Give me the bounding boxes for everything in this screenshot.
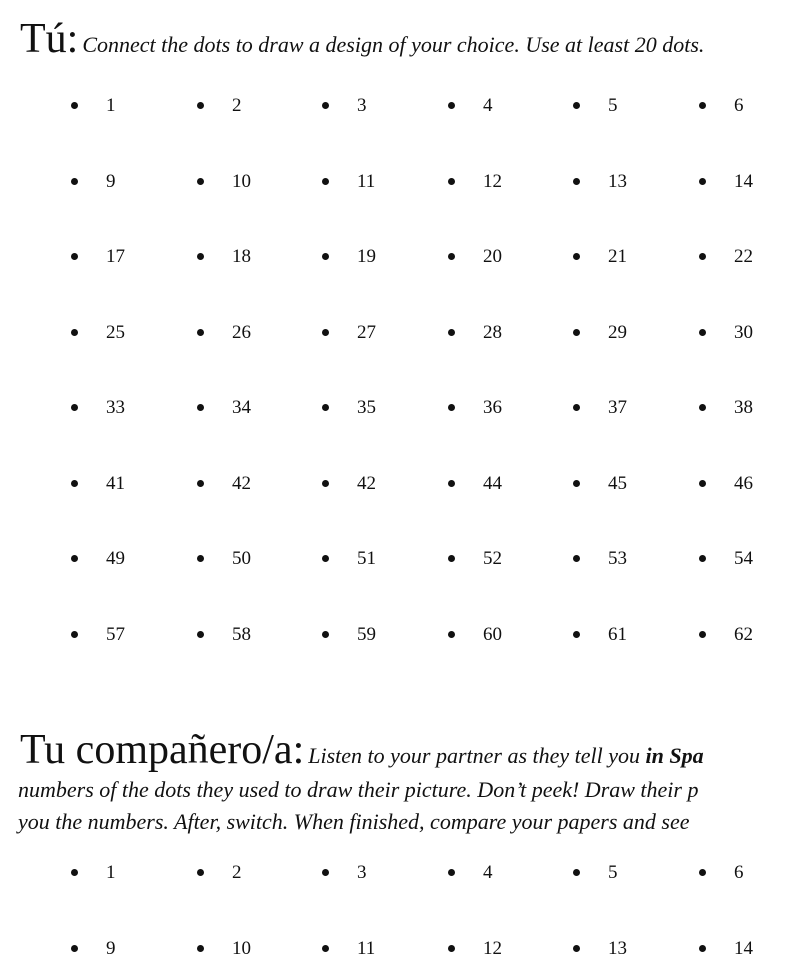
dot-number: 6 — [734, 95, 744, 116]
dot — [573, 631, 580, 638]
dot-number: 6 — [734, 862, 744, 883]
dot — [448, 102, 455, 109]
dot — [448, 329, 455, 336]
dot-number: 10 — [232, 171, 251, 192]
dot-number: 30 — [734, 322, 753, 343]
dot-number: 44 — [483, 473, 502, 494]
dot-item — [448, 472, 538, 496]
dot-item — [573, 937, 663, 961]
dot-item — [448, 623, 538, 647]
dot — [573, 102, 580, 109]
dot-row — [0, 623, 810, 647]
dot-row — [0, 937, 810, 961]
partner-instruction-line3: you the numbers. After, switch. When finished, compare your papers and see — [18, 809, 690, 834]
dot-item — [699, 623, 789, 647]
dot-number: 2 — [232, 862, 242, 883]
dot — [322, 253, 329, 260]
dot — [197, 253, 204, 260]
dot-number: 9 — [106, 938, 116, 959]
dot — [71, 480, 78, 487]
dot-number: 52 — [483, 548, 502, 569]
dot-row — [0, 94, 810, 118]
partner-title: Tu compañero/a: — [20, 727, 305, 773]
dot — [448, 480, 455, 487]
dot — [699, 404, 706, 411]
dot — [448, 253, 455, 260]
dot — [699, 329, 706, 336]
dot-item — [322, 472, 412, 496]
dot-number: 28 — [483, 322, 502, 343]
dot — [699, 555, 706, 562]
dot — [322, 631, 329, 638]
dot-item — [699, 547, 789, 571]
dot-item — [699, 245, 789, 269]
dot-item — [448, 547, 538, 571]
dot-number: 61 — [608, 624, 627, 645]
dot-number: 9 — [106, 171, 116, 192]
dot-number: 58 — [232, 624, 251, 645]
dot-number: 26 — [232, 322, 251, 343]
dot-item — [322, 245, 412, 269]
dot-item — [197, 94, 287, 118]
dot — [197, 631, 204, 638]
dot-row — [0, 861, 810, 885]
dot-row — [0, 245, 810, 269]
dot-item — [699, 937, 789, 961]
dot-item — [197, 170, 287, 194]
dot-item — [71, 170, 161, 194]
partner-heading — [20, 729, 704, 771]
dot-item — [71, 937, 161, 961]
dot-number: 3 — [357, 862, 367, 883]
dot-item — [322, 94, 412, 118]
dot-item — [71, 245, 161, 269]
dot — [699, 253, 706, 260]
dot — [197, 102, 204, 109]
dot-number: 41 — [106, 473, 125, 494]
partner-instruction-line2: numbers of the dots they used to draw their picture. Don’t peek! Draw their p — [18, 777, 699, 802]
dot-item — [322, 396, 412, 420]
dot-item — [197, 937, 287, 961]
dot-item — [448, 396, 538, 420]
dot-number: 49 — [106, 548, 125, 569]
dot-number: 5 — [608, 862, 618, 883]
dot-number: 11 — [357, 171, 376, 192]
dot-number: 46 — [734, 473, 753, 494]
dot-number: 42 — [232, 473, 251, 494]
dot-item — [699, 396, 789, 420]
dot-item — [322, 547, 412, 571]
dot-item — [573, 94, 663, 118]
dot-number: 1 — [106, 862, 116, 883]
dot-number: 59 — [357, 624, 376, 645]
dot — [448, 404, 455, 411]
dot-item — [71, 94, 161, 118]
dot-item — [573, 472, 663, 496]
dot-number: 13 — [608, 938, 627, 959]
dot — [71, 869, 78, 876]
dot-item — [448, 861, 538, 885]
partner-instruction-bold: in Spa — [645, 743, 704, 768]
dot-number: 50 — [232, 548, 251, 569]
dot — [71, 631, 78, 638]
dot-item — [573, 170, 663, 194]
dot — [197, 329, 204, 336]
dot-number: 27 — [357, 322, 376, 343]
dot-number: 33 — [106, 397, 125, 418]
dot — [448, 555, 455, 562]
dot — [448, 945, 455, 952]
dot-number: 36 — [483, 397, 502, 418]
dot-number: 19 — [357, 246, 376, 267]
dot-item — [197, 321, 287, 345]
dot-item — [322, 623, 412, 647]
dot-number: 29 — [608, 322, 627, 343]
dot — [322, 178, 329, 185]
dot — [197, 404, 204, 411]
dot — [322, 404, 329, 411]
dot-item — [573, 396, 663, 420]
dot — [197, 869, 204, 876]
dot-item — [322, 861, 412, 885]
dot-number: 20 — [483, 246, 502, 267]
dot — [699, 945, 706, 952]
dot-number: 54 — [734, 548, 753, 569]
dot-number: 22 — [734, 246, 753, 267]
dot — [699, 631, 706, 638]
dot-item — [699, 472, 789, 496]
dot-number: 4 — [483, 95, 493, 116]
dot-row — [0, 472, 810, 496]
dot-item — [448, 245, 538, 269]
dot-item — [71, 472, 161, 496]
dot-item — [573, 321, 663, 345]
dot-number: 10 — [232, 938, 251, 959]
dot-row — [0, 547, 810, 571]
dot — [322, 329, 329, 336]
dot — [573, 945, 580, 952]
dot — [322, 102, 329, 109]
dot-number: 25 — [106, 322, 125, 343]
dot-number: 60 — [483, 624, 502, 645]
dot-item — [448, 170, 538, 194]
dot — [322, 945, 329, 952]
dot-number: 1 — [106, 95, 116, 116]
dot-row — [0, 396, 810, 420]
dot-number: 13 — [608, 171, 627, 192]
tu-heading — [20, 18, 704, 60]
dot — [197, 178, 204, 185]
dot — [197, 480, 204, 487]
dot-item — [322, 170, 412, 194]
dot — [322, 480, 329, 487]
dot-number: 14 — [734, 171, 753, 192]
dot-number: 35 — [357, 397, 376, 418]
dot — [573, 404, 580, 411]
dot — [699, 178, 706, 185]
dot-number: 42 — [357, 473, 376, 494]
dot-row — [0, 321, 810, 345]
dot-item — [573, 245, 663, 269]
dot — [573, 253, 580, 260]
dot-number: 4 — [483, 862, 493, 883]
dot-number: 57 — [106, 624, 125, 645]
dot-number: 3 — [357, 95, 367, 116]
dot-item — [573, 623, 663, 647]
dot — [573, 555, 580, 562]
dot — [573, 480, 580, 487]
dot-number: 5 — [608, 95, 618, 116]
dot-item — [71, 396, 161, 420]
dot-item — [197, 623, 287, 647]
dot-item — [71, 547, 161, 571]
dot-item — [197, 245, 287, 269]
dot-number: 14 — [734, 938, 753, 959]
dot — [71, 945, 78, 952]
partner-instruction-line1 — [308, 743, 703, 768]
dot — [448, 869, 455, 876]
dot-row — [0, 170, 810, 194]
dot-number: 18 — [232, 246, 251, 267]
dot-item — [448, 321, 538, 345]
dot-item — [71, 861, 161, 885]
dot — [573, 178, 580, 185]
dot-item — [197, 547, 287, 571]
dot-number: 12 — [483, 938, 502, 959]
dot-number: 17 — [106, 246, 125, 267]
dot-item — [699, 861, 789, 885]
dot-item — [71, 623, 161, 647]
dot-item — [699, 170, 789, 194]
dot — [197, 945, 204, 952]
dot-number: 2 — [232, 95, 242, 116]
partner-instruction-line1-text: Listen to your partner as they tell you — [308, 743, 646, 768]
dot — [322, 555, 329, 562]
dot-number: 53 — [608, 548, 627, 569]
dot-item — [322, 937, 412, 961]
dot — [322, 869, 329, 876]
dot-item — [197, 861, 287, 885]
dot — [71, 555, 78, 562]
dot-number: 45 — [608, 473, 627, 494]
dot — [71, 404, 78, 411]
dot — [71, 329, 78, 336]
dot-number: 62 — [734, 624, 753, 645]
dot-number: 38 — [734, 397, 753, 418]
dot-number: 11 — [357, 938, 376, 959]
dot-item — [71, 321, 161, 345]
tu-instruction: Connect the dots to draw a design of your choice. Use at least 20 dots. — [82, 32, 705, 57]
dot-item — [448, 94, 538, 118]
dot-item — [573, 861, 663, 885]
dot-number: 21 — [608, 246, 627, 267]
dot — [699, 869, 706, 876]
dot-number: 51 — [357, 548, 376, 569]
dot-item — [699, 321, 789, 345]
dot-item — [197, 472, 287, 496]
dot — [573, 329, 580, 336]
dot — [699, 480, 706, 487]
dot-item — [699, 94, 789, 118]
dot — [71, 102, 78, 109]
dot — [448, 631, 455, 638]
dot — [197, 555, 204, 562]
dot-item — [448, 937, 538, 961]
dot — [71, 178, 78, 185]
dot-number: 37 — [608, 397, 627, 418]
dot — [71, 253, 78, 260]
dot-number: 12 — [483, 171, 502, 192]
tu-title: Tú: — [20, 16, 79, 62]
dot-item — [197, 396, 287, 420]
dot — [699, 102, 706, 109]
dot — [448, 178, 455, 185]
dot-item — [322, 321, 412, 345]
dot — [573, 869, 580, 876]
dot-item — [573, 547, 663, 571]
dot-number: 34 — [232, 397, 251, 418]
